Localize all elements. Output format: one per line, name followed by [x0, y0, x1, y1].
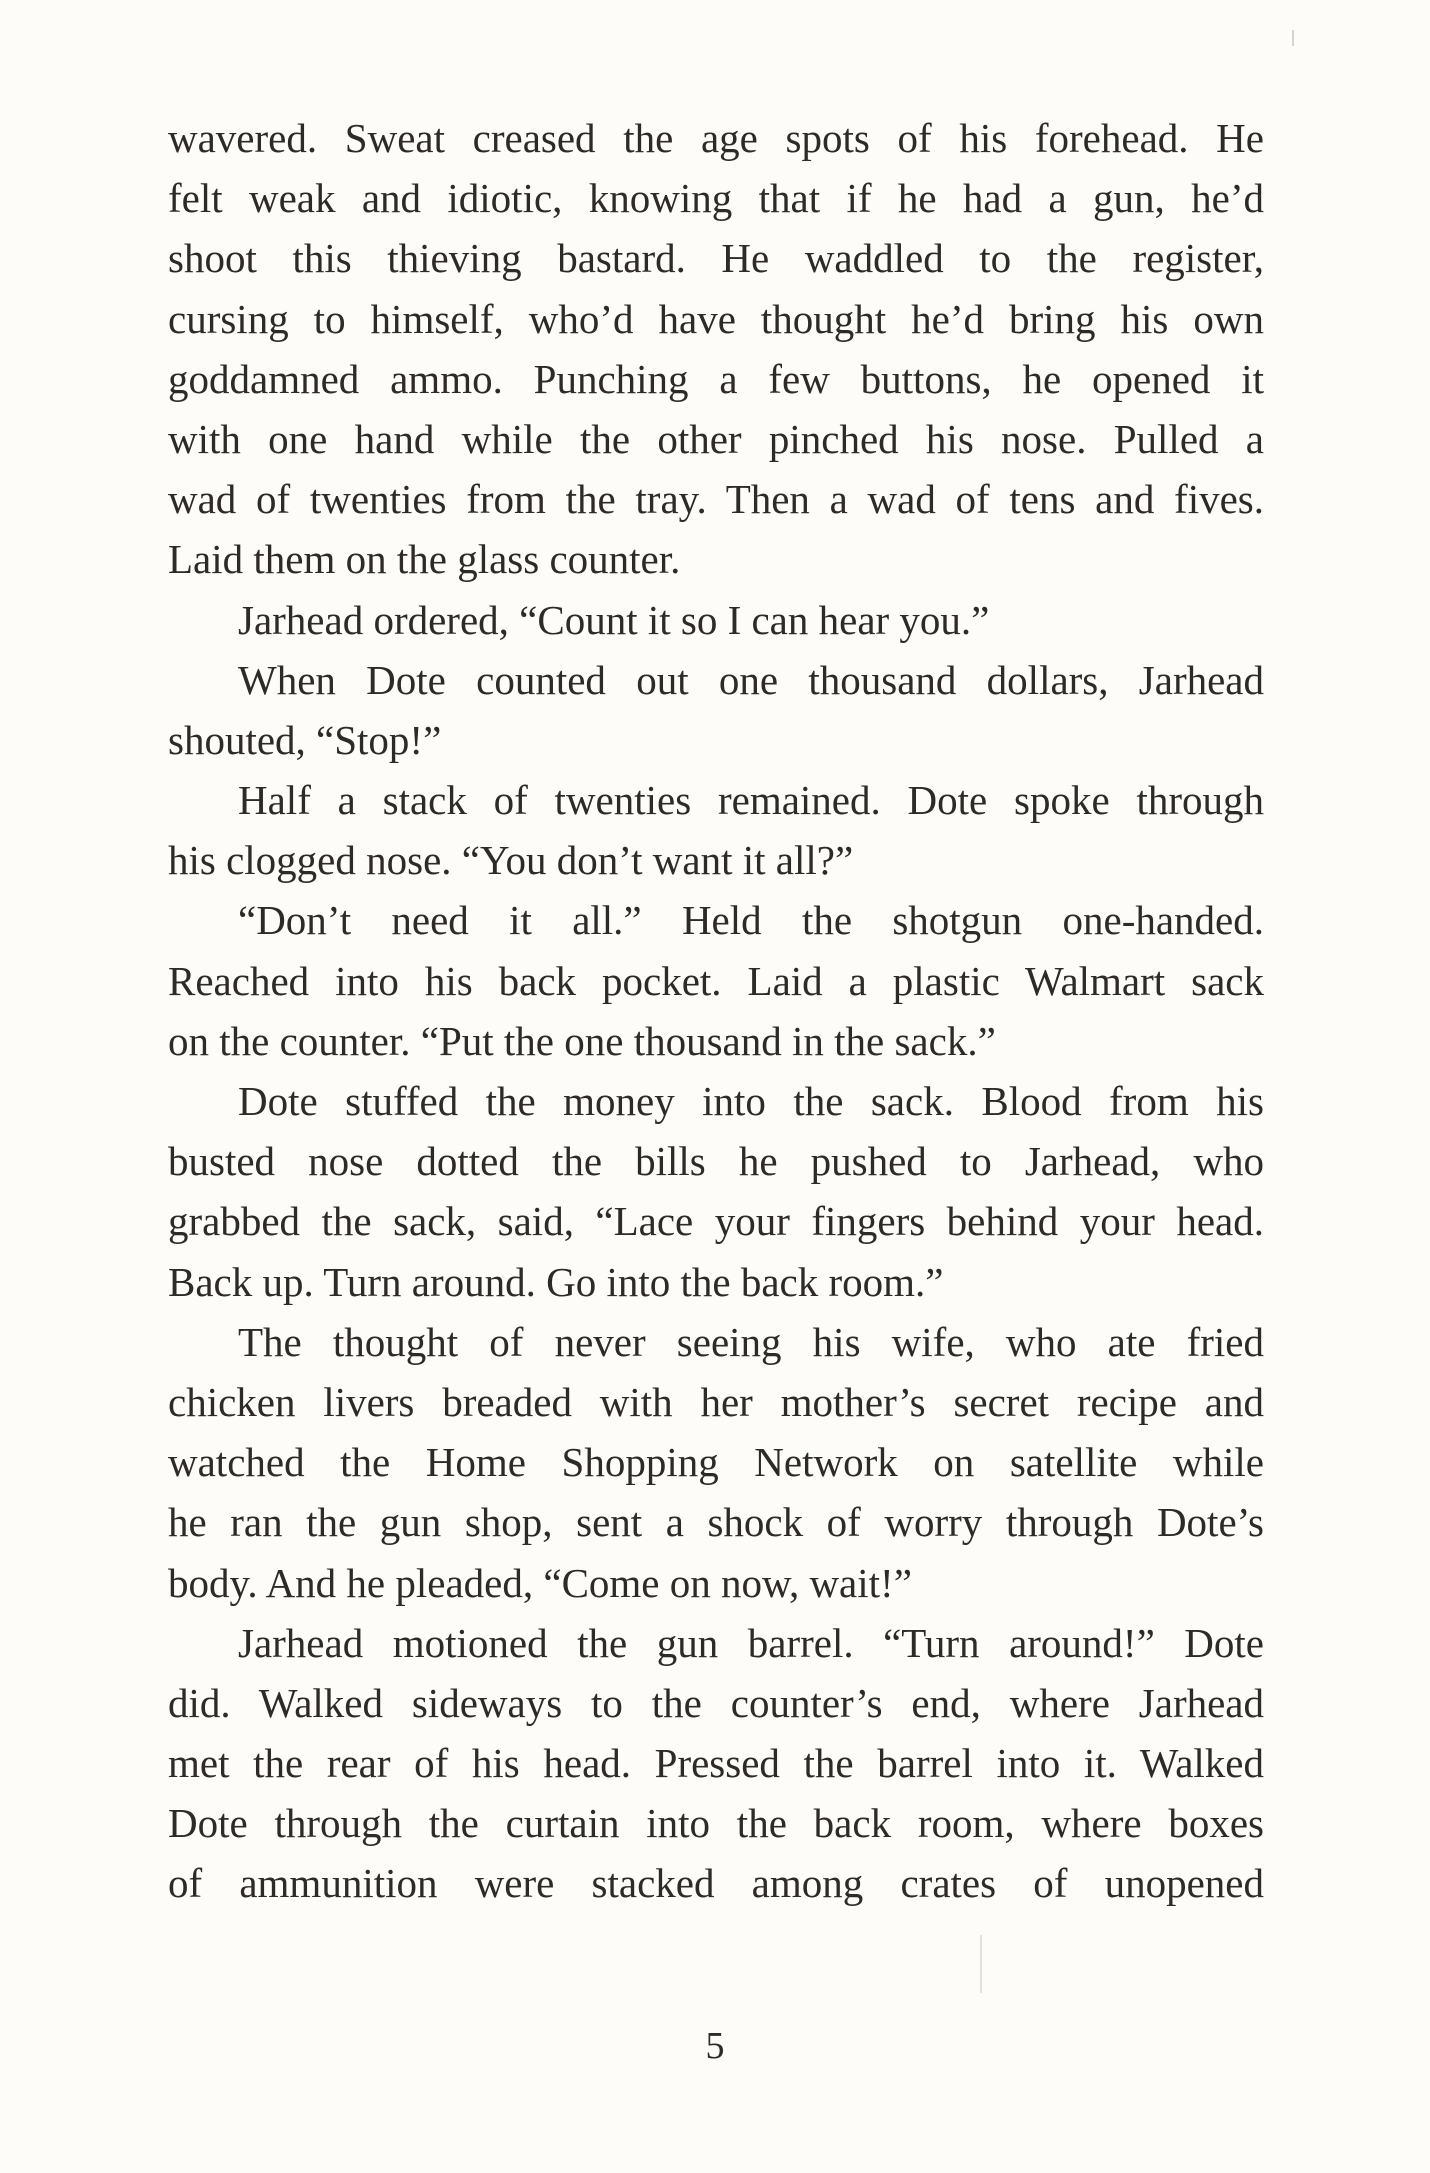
text-line: “Don’t need it all.” Held the shotgun one-handed.	[238, 897, 1264, 944]
text-line: Back up. Turn around. Go into the back room.”	[168, 1258, 944, 1305]
text-line: watched the Home Shopping Network on satellite while	[168, 1439, 1264, 1486]
text-line: grabbed the sack, said, “Lace your fingers behind your head.	[168, 1198, 1264, 1245]
text-line: Laid them on the glass counter.	[168, 536, 681, 583]
text-line: body. And he pleaded, “Come on now, wait!”	[168, 1559, 912, 1606]
text-line: busted nose dotted the bills he pushed to Jarhead, who	[168, 1138, 1264, 1185]
text-line: The thought of never seeing his wife, who ate fried	[238, 1318, 1264, 1365]
text-line: met the rear of his head. Pressed the barrel into it. Walked	[168, 1740, 1264, 1787]
text-line: on the counter. “Put the one thousand in the sack.”	[168, 1017, 996, 1064]
page-number: 5	[705, 2025, 725, 2067]
text-line: did. Walked sideways to the counter’s end, where Jarhead	[168, 1679, 1264, 1726]
text-line: Half a stack of twenties remained. Dote spoke through	[238, 777, 1264, 824]
text-line: wad of twenties from the tray. Then a wad of tens and fives.	[168, 476, 1264, 523]
text-line: Reached into his back pocket. Laid a plastic Walmart sack	[168, 957, 1264, 1004]
text-line: with one hand while the other pinched his nose. Pulled a	[168, 415, 1264, 462]
scan-speck	[1292, 30, 1294, 46]
text-line: cursing to himself, who’d have thought he’d bring his own	[168, 295, 1264, 342]
scan-speck	[980, 1935, 982, 1993]
text-line: When Dote counted out one thousand dollars, Jarhead	[238, 656, 1264, 703]
body-text	[168, 108, 1264, 1914]
text-line: he ran the gun shop, sent a shock of worry through Dote’s	[168, 1499, 1264, 1546]
text-line: Dote stuffed the money into the sack. Blood from his	[238, 1078, 1264, 1124]
text-line: Dote through the curtain into the back room, where boxes	[168, 1800, 1264, 1847]
text-line: his clogged nose. “You don’t want it all?”	[168, 837, 854, 884]
text-line: of ammunition were stacked among crates of unopened	[168, 1860, 1264, 1907]
text-line: Jarhead ordered, “Count it so I can hear you.”	[238, 596, 990, 643]
text-line: chicken livers breaded with her mother’s secret recipe and	[168, 1378, 1264, 1425]
text-line: goddamned ammo. Punching a few buttons, he opened it	[168, 355, 1264, 402]
text-line: wavered. Sweat creased the age spots of his forehead. He	[168, 115, 1264, 161]
text-line: shoot this thieving bastard. He waddled to the register,	[168, 235, 1264, 282]
text-line: felt weak and idiotic, knowing that if he had a gun, he’d	[168, 175, 1264, 222]
text-line: Jarhead motioned the gun barrel. “Turn around!” Dote	[238, 1619, 1264, 1666]
text-line: shouted, “Stop!”	[168, 716, 442, 763]
